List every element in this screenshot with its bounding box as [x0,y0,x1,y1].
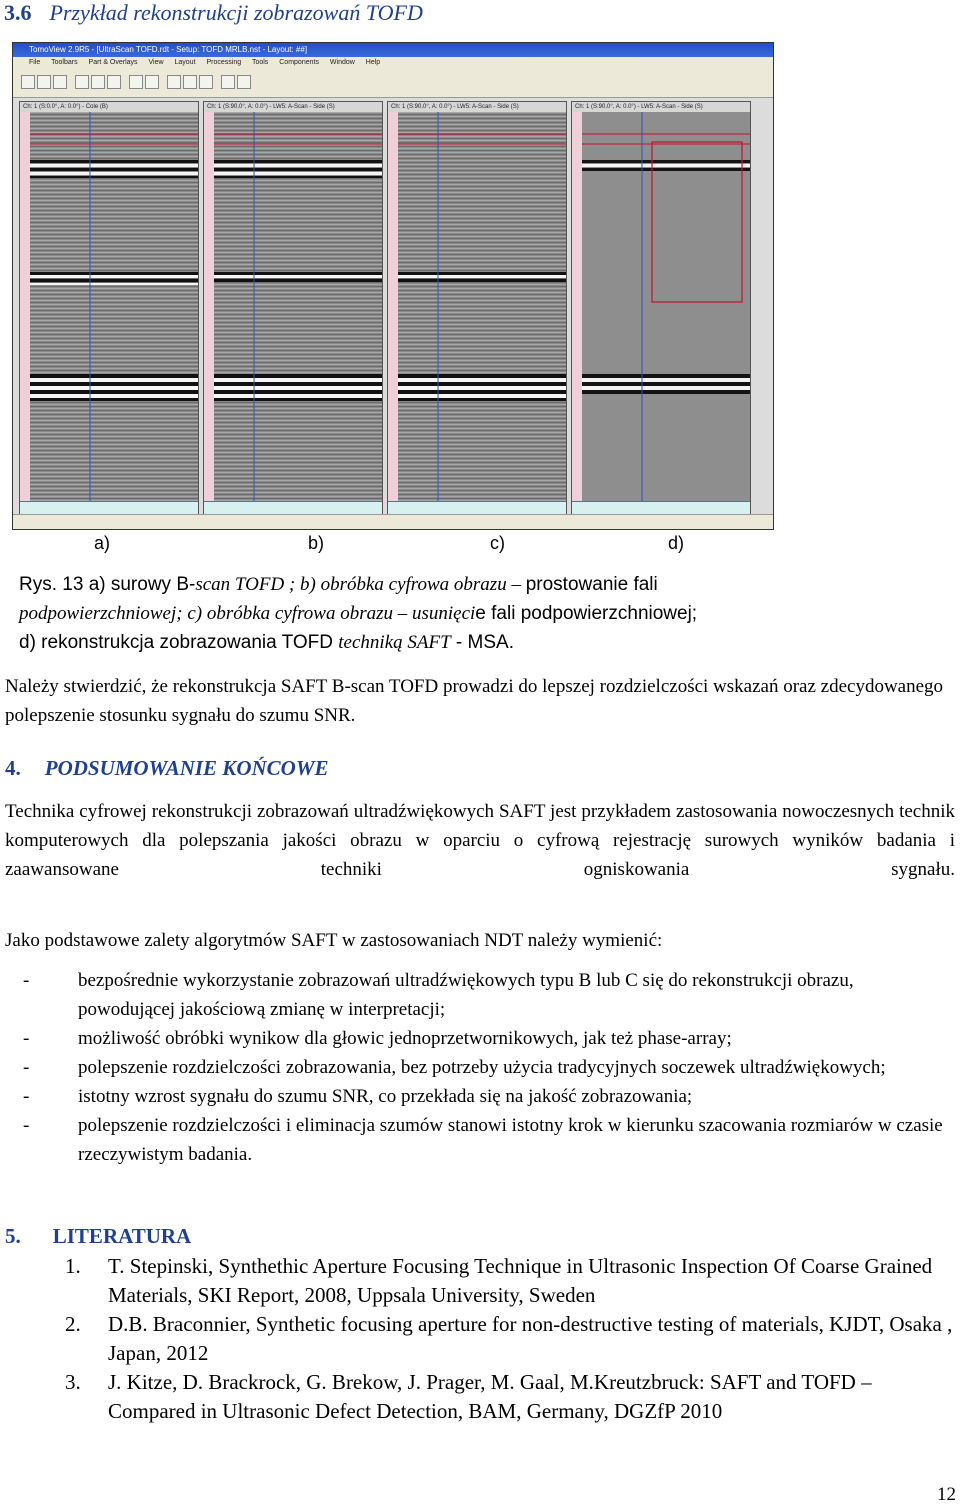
list-item [5,966,955,1024]
horizontal-scale [20,501,198,514]
conclusion-paragraph: Należy stwierdzić, że rekonstrukcja SAFT B-scan TOFD prowadzi do lepszej rozdzielczości wskazań oraz zdecydowanego polepszenie stosunku sygnału do szumu SNR. [5,676,944,726]
caption-text: scan TOFD ; b) obróbka cyfrowa obrazu – [195,574,526,595]
list-dash: - [23,1028,30,1049]
menu-item: File [29,59,41,66]
figure-caption [19,570,919,657]
reference-text: J. Kitze, D. Brackrock, G. Brekow, J. Prager, M. Gaal, M.Kreutzbruck: SAFT and TOFD – Compared in Ultrasonic Defect Detection, BAM, Germany, DGZfP 2010 [108,1370,872,1423]
references-list [5,1252,955,1426]
bscan-panel-b [203,101,383,515]
bscan-image [582,112,750,502]
horizontal-scale [572,501,750,514]
label-c: c) [490,533,505,553]
reference-item [5,1310,955,1368]
toolbar-button-icon [37,75,51,89]
caption-text: podpowierzchniowej; c) obróbka cyfrowa obrazu – usunięci [19,603,476,624]
list-dash: - [23,1086,30,1107]
list-item-text: bezpośrednie wykorzystanie zobrazowań ultradźwiękowych typu B lub C się do rekonstrukcji obrazu, powodującej jakościową zmianę w interpretacji; [78,970,854,1020]
toolbar-button-icon [75,75,89,89]
reference-item [5,1368,955,1426]
caption-text: techniką SAFT [338,632,451,653]
list-item-text: istotny wzrost sygnału do szumu SNR, co przekłada się na jakość zobrazowania; [78,1086,693,1107]
toolbar-button-icon [91,75,105,89]
list-dash: - [23,1115,30,1136]
label-d: d) [668,533,685,553]
reference-number: 1. [65,1254,81,1278]
bscan-image [398,112,566,502]
caption-text: Rys. 13 a) surowy B- [19,574,196,595]
bscan-image [214,112,382,502]
menu-item: Processing [206,59,242,66]
advantages-list [5,966,955,1169]
list-item-text: polepszenie rozdzielczości i eliminacja szumów stanowi istotny krok w kierunku szacowania rozmiarów w czasie rzeczywistym badania. [78,1115,943,1165]
reference-item [5,1252,955,1310]
horizontal-scale [204,501,382,514]
bscan-panel-d [571,101,751,515]
section-number: 5. [5,1224,21,1248]
menu-item: Help [365,59,381,66]
list-item [5,1111,955,1169]
label-b: b) [308,533,325,553]
toolbar-button-icon [53,75,67,89]
window-menubar [13,57,773,69]
horizontal-scale [388,501,566,514]
menu-item: Window [329,59,355,66]
section-number: 3.6 [4,0,32,25]
list-dash: - [23,1057,30,1078]
tofd-software-screenshot [12,42,774,530]
list-item [5,1082,955,1111]
section-heading [5,756,329,781]
panel-title: Ch: 1 (S:90.0°, A: 0.0°) - LW5: A-Scan - Side (S) [204,102,382,112]
window-toolbar [13,69,773,98]
advantages-intro: Jako podstawowe zalety algorytmów SAFT w zastosowaniach NDT należy wymienić: [5,930,663,951]
panel-title: Ch: 1 (S:0.0°, A: 0.0°) - Cole (B) [20,102,198,112]
menu-item: View [148,59,164,66]
reference-text: T. Stepinski, Synthethic Aperture Focusing Technique in Ultrasonic Inspection Of Coarse Grained Materials, SKI Report, 2008, Uppsala University, Sweden [108,1254,933,1307]
page-number: 12 [937,1484,956,1505]
bscan-panel-a [19,101,199,515]
toolbar-button-icon [107,75,121,89]
toolbar-button-icon [129,75,143,89]
menu-item: Part & Overlays [88,59,138,66]
window-statusbar [13,514,773,529]
list-item-text: polepszenie rozdzielczości zobrazowania, bez potrzeby użycia tradycyjnych soczewek ultradźwiękowych; [78,1057,886,1078]
list-item [5,1053,955,1082]
section-heading [5,1224,191,1249]
list-item-text: możliwość obróbki wynikow dla głowic jednoprzetwornikowych, jak też phase-array; [78,1028,732,1049]
panel-title: Ch: 1 (S:90.0°, A: 0.0°) - LW5: A-Scan - Side (S) [388,102,566,112]
reference-text: D.B. Braconnier, Synthetic focusing aperture for non-destructive testing of materials, KJDT, Osaka , Japan, 2012 [108,1312,953,1365]
figure-panel-labels [94,533,694,557]
bscan-panel-c [387,101,567,515]
section-heading [4,0,423,26]
toolbar-button-icon [21,75,35,89]
section-title: PODSUMOWANIE KOŃCOWE [44,756,329,780]
caption-text: d) rekonstrukcja zobrazowania TOFD [19,632,339,653]
section-number: 4. [5,756,21,780]
toolbar-button-icon [237,75,251,89]
bscan-image [30,112,198,502]
panel-title: Ch: 1 (S:90.0°, A: 0.0°) - LW5: A-Scan - Side (S) [572,102,750,112]
reference-number: 3. [65,1370,81,1394]
summary-paragraph: Technika cyfrowej rekonstrukcji zobrazowań ultradźwiękowych SAFT jest przykładem zastosowania nowoczesnych technik komputerowych dla polepszania jakości obrazu w oparciu o cyfrową rejestrację surowych wyników badania i zaawansowane techniki ogniskowania sygnału. [5,801,955,880]
caption-text: - MSA. [450,632,514,653]
window-titlebar: TomoView 2.9R5 - [UltraScan TOFD.rdt - Setup: TOFD MRLB.nst - Layout: ##] [13,43,773,57]
section-title: LITERATURA [52,1224,192,1248]
menu-item: Layout [174,59,196,66]
toolbar-button-icon [167,75,181,89]
list-dash: - [23,970,30,991]
toolbar-button-icon [183,75,197,89]
caption-text: prostowanie fali [525,574,658,595]
toolbar-button-icon [199,75,213,89]
menu-item: Tools [251,59,269,66]
toolbar-button-icon [145,75,159,89]
caption-text: e fali podpowierzchniowej; [475,603,698,624]
list-item [5,1024,955,1053]
label-a: a) [94,533,111,553]
menu-item: Toolbars [51,59,78,66]
reference-number: 2. [65,1312,81,1336]
section-title: Przykład rekonstrukcji zobrazowań TOFD [49,0,423,25]
toolbar-button-icon [221,75,235,89]
menu-item: Components [279,59,319,66]
